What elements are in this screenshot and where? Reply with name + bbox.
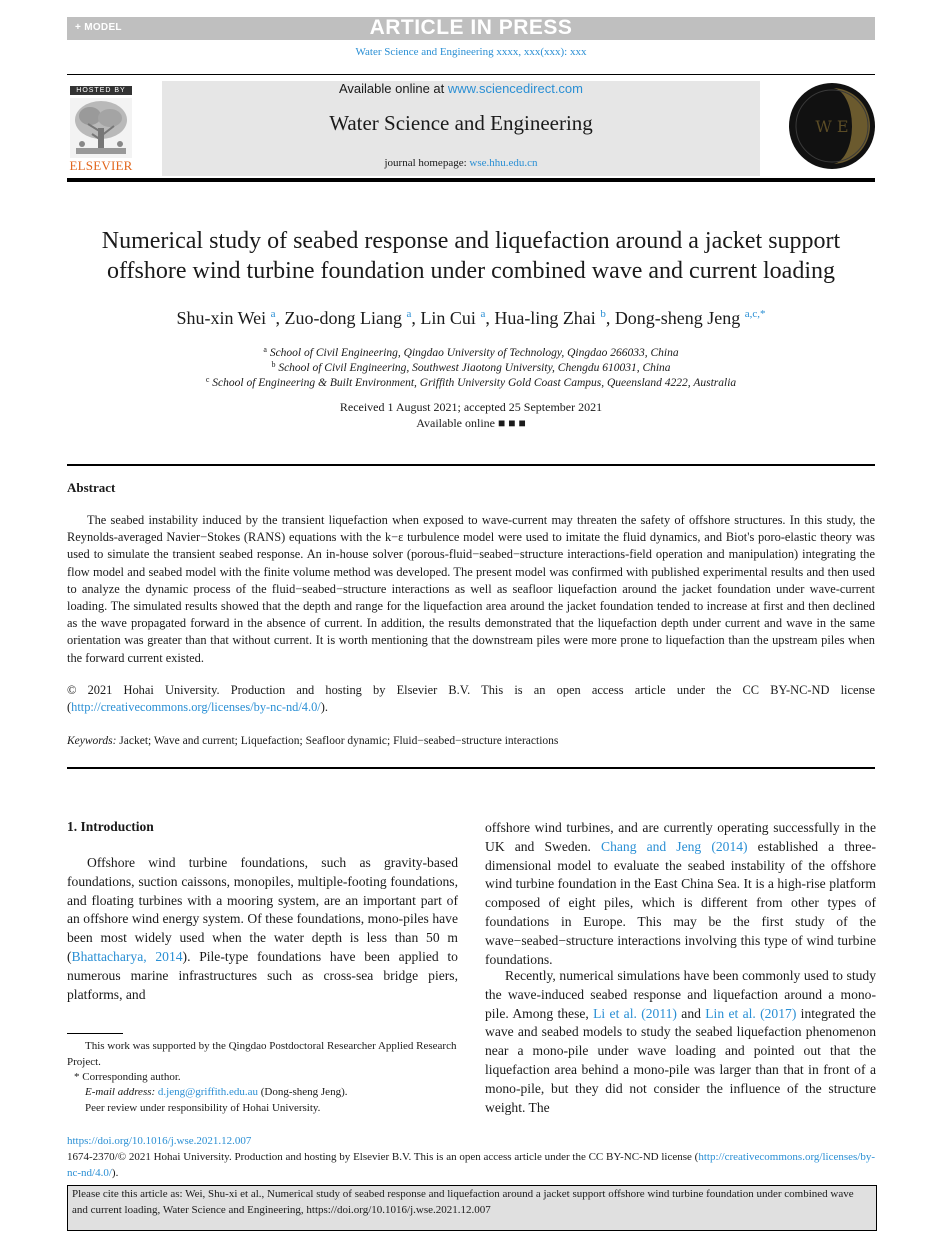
citation-link[interactable]: Chang and Jeng (2014) — [601, 838, 748, 854]
available-online-date: Available online ■ ■ ■ — [416, 416, 526, 430]
article-title — [60, 226, 882, 286]
affiliation-b: $^b$ School of Civil Engineering, Southwest Jiaotong University, Chengdu 610031, China — [271, 360, 671, 374]
keywords: Keywords: Jacket; Wave and current; Liquefaction; Seafloor dynamic; Fluid−seabed−structure interactions — [67, 735, 559, 747]
footnote-peer-review: Peer review under responsibility of Hohai University. — [85, 1102, 321, 1114]
intro-paragraph-1-continued: offshore wind turbines, and are currently operating successfully in the UK and Sweden. Chang and Jeng (2014) established a three-dimensional model to evaluate the seabed instability of the offshore wind turbine foundation in the East China Sea. It is a high-rise platform composed of eight piles, which is different from other types of foundations in Europe. This may be the first study of the wave−seabed−structure interactions involving this type of wind turbine foundations. — [485, 820, 876, 967]
email-link[interactable]: d.jeng@griffith.edu.au — [157, 1086, 258, 1098]
journal-reference-link[interactable]: Water Science and Engineering xxxx, xxx(xxx): xxx — [355, 46, 587, 58]
citation-text: Please cite this article as: Wei, Shu-xi et al., Numerical study of seabed response and liquefaction around a jacket support offshore wind turbine foundation under combined wave and current loading, Water Science and Engineering, https://doi.org/10.1016/j.wse.2021.12.007 — [72, 1188, 854, 1216]
citation-link[interactable]: Bhattacharya, 2014 — [71, 948, 183, 964]
received-dates: Received 1 August 2021; accepted 25 September 2021 — [339, 400, 603, 414]
abstract-heading: Abstract — [67, 480, 116, 495]
footnote-support: This work was supported by the Qingdao Postdoctoral Researcher Applied Research Project. — [67, 1040, 457, 1068]
intro-paragraph-2: Recently, numerical simulations have been commonly used to study the wave-induced seabed response and liquefaction around a mono-pile. Among these, Li et al. (2011) and Lin et al. (2017) integrated the wave and seabed models to study the seabed liquefaction phenomenon near a mono-pile under wave loading and pointed out that the liquefaction area behind a mono-pile was larger than that in front of a mono-pile, but they did not consider the influence of the structure weight. The — [485, 968, 876, 1115]
title-line-1: Numerical study of seabed response and liquefaction around a jacket support — [101, 228, 841, 254]
affiliation-c: $^c$ School of Engineering & Built Environment, Griffith University Gold Coast Campus, Queensland 4222, Australia — [205, 375, 737, 389]
journal-name: Water Science and Engineering — [329, 111, 593, 135]
article-in-press-label: ARTICLE IN PRESS — [369, 16, 573, 39]
abstract-text: The seabed instability induced by the transient liquefaction when exposed to wave-current may threaten the safety of offshore structures. In this study, the Reynolds-averaged Navier−Stokes (RANS) equations with the k−ε turbulence model were used to imitate the fluid dynamics, and Biot's poro-elastic theory was used to simulate the transient seabed response. An in-house solver (porous-fluid−seabed−structure interactions-field operation and manipulation) integrating the flow model and seabed model with the finite volume method was developed. The present model was confirmed with published experimental results and then used to analyze the dynamic process of the fluid−seabed−structure interactions as well as seafloor liquefaction around the jacket foundation under wave-current loading. The simulated results showed that the depth and range for the liquefaction area around the jacket foundation tended to increase at first and then declined as the wave propagated forward in the absence of current. In addition, the results demonstrated that the liquefaction depth under current and wave in the same orientation was greater than that without current. It is worth mentioning that the downstream piles were more prone to liquefaction than the upstream piles when the forward current existed. — [67, 513, 875, 665]
abstract-bottom-rule — [67, 767, 875, 769]
model-label: + MODEL — [75, 22, 122, 33]
article-in-press-banner — [67, 17, 875, 40]
footer-license-link[interactable]: http://creativecommons.org/licenses/by-nc-nd/4.0/ — [67, 1151, 875, 1179]
available-online-line: Available online at www.sciencedirect.com — [338, 81, 583, 96]
journal-emblem-icon — [788, 82, 876, 170]
intro-paragraph-1: Offshore wind turbine foundations, such as gravity-based foundations, suction caissons, monopiles, multiple-footing foundations, and floating turbines with a mooring system, are an important part of an offshore wind energy system. Of these foundations, mono-piles have been most widely used when the water depth is less than 50 m (Bhattacharya, 2014). Pile-type foundations have been applied to numerous marine infrastructures such as cross-sea bridge piers, platforms, and — [67, 855, 458, 1002]
author: Lin Cui $^a$, — [420, 308, 495, 328]
header-top-rule — [67, 74, 875, 75]
abstract-license: © 2021 Hohai University. Production and hosting by Elsevier B.V. This is an open access article under the CC BY-NC-ND license (http://creativecommons.org/licenses/by-nc-nd/4.0/). — [67, 683, 875, 715]
affiliation-a: $^a$ School of Civil Engineering, Qingdao University of Technology, Qingdao 266033, China — [263, 345, 679, 359]
footnote-corresponding: * Corresponding author. — [74, 1071, 181, 1083]
hosted-by-label: HOSTED BY — [70, 86, 132, 95]
footnote-email: E-mail address: d.jeng@griffith.edu.au (Dong-sheng Jeng). — [85, 1086, 348, 1098]
author: Zuo-dong Liang $^a$, — [284, 308, 421, 328]
author-list — [60, 308, 882, 329]
header-bottom-rule — [67, 178, 875, 182]
journal-homepage-link[interactable]: wse.hhu.edu.cn — [469, 157, 538, 169]
title-line-2: offshore wind turbine foundation under combined wave and current loading — [106, 258, 835, 284]
section-heading-introduction: 1. Introduction — [67, 819, 154, 834]
elsevier-wordmark: ELSEVIER — [69, 158, 133, 173]
footer-copyright: 1674-2370/© 2021 Hohai University. Production and hosting by Elsevier B.V. This is an open access article under the CC BY-NC-ND license (http://creativecommons.org/licenses/by-nc-nd/4.0/). — [67, 1151, 875, 1179]
sciencedirect-link[interactable]: www.sciencedirect.com — [447, 81, 583, 96]
elsevier-tree-logo-icon — [70, 98, 132, 158]
author: Dong-sheng Jeng $^{a,c,*}$ — [614, 308, 766, 328]
abstract-top-rule — [67, 464, 875, 466]
citation-link[interactable]: Lin et al. (2017) — [705, 1005, 797, 1021]
doi-link[interactable]: https://doi.org/10.1016/j.wse.2021.12.007 — [67, 1135, 252, 1147]
citation-link[interactable]: Li et al. (2011) — [593, 1005, 677, 1021]
author: Shu-xin Wei $^a$, — [176, 308, 285, 328]
citation-box — [67, 1185, 877, 1231]
journal-homepage-line: journal homepage: wse.hhu.edu.cn — [384, 157, 538, 169]
author: Hua-ling Zhai $^b$, — [494, 308, 615, 328]
footnote-rule — [67, 1033, 123, 1034]
emblem-letters: W E — [815, 117, 849, 136]
journal-header-box — [162, 81, 760, 176]
license-link[interactable]: http://creativecommons.org/licenses/by-nc-nd/4.0/ — [71, 700, 321, 715]
